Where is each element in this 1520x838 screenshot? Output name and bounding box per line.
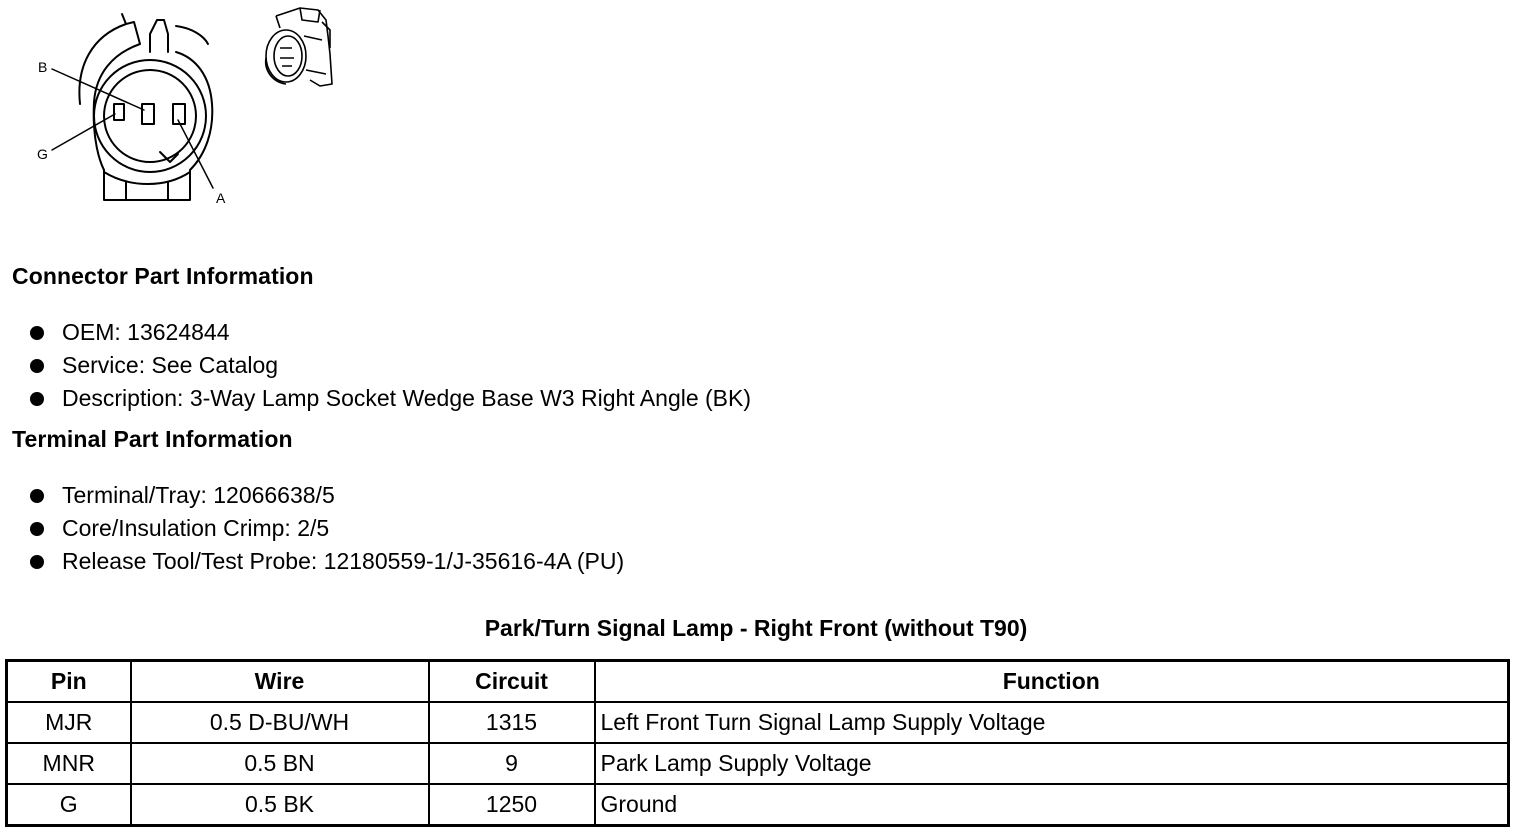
circuit-cell: 1315 [429, 702, 595, 743]
pin-cell: G [7, 784, 131, 826]
bullet-icon [30, 555, 44, 569]
wire-cell: 0.5 BN [131, 743, 429, 784]
connector-part-info-heading: Connector Part Information [12, 263, 314, 289]
service-text: Service: See Catalog [62, 352, 279, 378]
function-cell: Ground [595, 784, 1509, 826]
pinout-table [5, 659, 1510, 827]
list-item [28, 349, 751, 382]
pin-cell: MNR [7, 743, 131, 784]
bullet-icon [30, 359, 44, 373]
bullet-icon [30, 489, 44, 503]
column-header-pin: Pin [7, 661, 131, 703]
wire-cell: 0.5 D-BU/WH [131, 702, 429, 743]
column-header-function: Function [595, 661, 1509, 703]
pin-label-g: G [37, 146, 48, 162]
bullet-icon [30, 392, 44, 406]
list-item [28, 545, 624, 578]
pin-label-b: B [38, 59, 48, 75]
connector-diagram [0, 0, 360, 215]
list-item [28, 316, 751, 349]
list-item [28, 512, 624, 545]
table-row [7, 743, 1509, 784]
description-text: Description: 3-Way Lamp Socket Wedge Base W3 Right Angle (BK) [62, 385, 752, 411]
terminal-part-info-list [28, 479, 624, 578]
release-tool-text: Release Tool/Test Probe: 12180559-1/J-35616-4A (PU) [62, 548, 625, 574]
function-cell: Left Front Turn Signal Lamp Supply Voltage [595, 702, 1509, 743]
socket-perspective-illustration [266, 8, 332, 86]
wire-cell: 0.5 BK [131, 784, 429, 826]
list-item [28, 382, 751, 415]
table-header-row [7, 661, 1509, 703]
column-header-wire: Wire [131, 661, 429, 703]
function-cell: Park Lamp Supply Voltage [595, 743, 1509, 784]
table-title: Park/Turn Signal Lamp - Right Front (without T90) [484, 615, 1028, 641]
terminal-part-info-heading: Terminal Part Information [12, 426, 293, 452]
circuit-cell: 9 [429, 743, 595, 784]
oem-text: OEM: 13624844 [62, 319, 230, 345]
circuit-cell: 1250 [429, 784, 595, 826]
connector-part-info-list [28, 316, 751, 415]
table-row [7, 702, 1509, 743]
bullet-icon [30, 326, 44, 340]
column-header-circuit: Circuit [429, 661, 595, 703]
crimp-text: Core/Insulation Crimp: 2/5 [62, 515, 330, 541]
pin-cell: MJR [7, 702, 131, 743]
list-item [28, 479, 624, 512]
table-row [7, 784, 1509, 826]
pin-label-a: A [216, 190, 226, 206]
terminal-tray-text: Terminal/Tray: 12066638/5 [62, 482, 335, 508]
bullet-icon [30, 522, 44, 536]
